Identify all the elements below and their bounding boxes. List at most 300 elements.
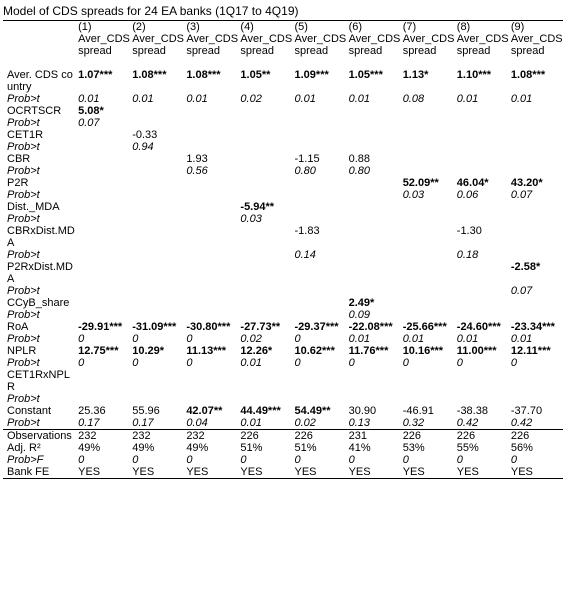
table-cell bbox=[76, 177, 130, 189]
table-cell: 0.88 bbox=[348, 153, 371, 165]
table-cell bbox=[184, 129, 238, 141]
column-number: (7) bbox=[401, 21, 455, 34]
table-cell: -27.73** bbox=[240, 321, 281, 333]
table-cell: YES bbox=[130, 466, 184, 479]
row-label: Prob>t bbox=[7, 357, 40, 369]
table-cell: 0.01 bbox=[78, 93, 100, 105]
table-cell bbox=[184, 297, 238, 309]
table-cell: 226 bbox=[293, 430, 347, 443]
table-cell: 0 bbox=[456, 357, 463, 369]
table-cell: 0.01 bbox=[456, 93, 479, 105]
table-cell bbox=[76, 261, 130, 285]
column-dependent-variable: Aver_CDS spread bbox=[78, 33, 130, 57]
table-cell: -23.34*** bbox=[510, 321, 555, 333]
table-cell bbox=[184, 225, 238, 249]
table-cell: 0.01 bbox=[510, 93, 533, 105]
table-cell: YES bbox=[347, 466, 401, 479]
table-cell bbox=[293, 393, 347, 405]
table-cell: -29.91*** bbox=[78, 321, 123, 333]
table-cell: 2.49* bbox=[348, 297, 375, 309]
table-cell: 0 bbox=[240, 454, 247, 466]
column-number: (3) bbox=[184, 21, 238, 34]
table-cell bbox=[509, 309, 563, 321]
row-label: Prob>t bbox=[7, 189, 40, 201]
table-cell bbox=[347, 117, 401, 129]
table-cell bbox=[455, 105, 509, 117]
table-cell bbox=[184, 189, 238, 201]
table-cell: 0 bbox=[186, 357, 193, 369]
table-cell bbox=[76, 369, 130, 393]
table-cell bbox=[238, 261, 292, 285]
table-cell: 56% bbox=[510, 442, 533, 454]
table-cell: 53% bbox=[402, 442, 425, 454]
row-label: Dist._MDA bbox=[7, 201, 60, 213]
table-cell bbox=[347, 189, 401, 201]
table-row bbox=[3, 189, 563, 201]
table-cell bbox=[130, 165, 184, 177]
row-label: Bank FE bbox=[3, 466, 76, 479]
table-cell: 0.01 bbox=[348, 93, 371, 105]
table-row bbox=[3, 141, 563, 153]
table-cell bbox=[130, 225, 184, 249]
table-cell: 55.96 bbox=[132, 405, 160, 417]
table-row bbox=[3, 105, 563, 117]
table-cell bbox=[347, 225, 401, 249]
table-cell bbox=[293, 297, 347, 309]
row-label: Prob>t bbox=[7, 285, 40, 297]
table-cell bbox=[347, 261, 401, 285]
row-label: CET1R bbox=[7, 129, 44, 141]
row-label: RoA bbox=[7, 321, 29, 333]
table-cell: 49% bbox=[186, 442, 209, 454]
table-cell: 0.01 bbox=[240, 357, 262, 369]
table-cell bbox=[509, 105, 563, 117]
table-cell bbox=[455, 297, 509, 309]
table-cell: 1.08*** bbox=[510, 69, 546, 81]
row-label: Prob>t bbox=[7, 333, 40, 345]
table-row bbox=[3, 345, 563, 357]
table-cell: 52.09** bbox=[402, 177, 439, 189]
table-cell bbox=[509, 141, 563, 153]
table-cell: 0 bbox=[78, 357, 85, 369]
column-dependent-variable: Aver_CDS spread bbox=[294, 33, 347, 57]
column-number: (9) bbox=[509, 21, 563, 34]
table-cell bbox=[130, 297, 184, 309]
table-cell bbox=[130, 249, 184, 261]
table-cell bbox=[130, 393, 184, 405]
table-cell: -2.58* bbox=[510, 261, 541, 273]
table-cell bbox=[293, 213, 347, 225]
row-label: OCRTSCR bbox=[7, 105, 62, 117]
table-cell bbox=[130, 189, 184, 201]
table-cell: 1.09*** bbox=[294, 69, 329, 81]
table-cell: 12.26* bbox=[240, 345, 273, 357]
column-dependent-variable: Aver_CDS spread bbox=[132, 33, 184, 57]
column-number: (8) bbox=[455, 21, 509, 34]
table-cell bbox=[238, 189, 292, 201]
table-cell bbox=[509, 165, 563, 177]
table-cell bbox=[401, 393, 455, 405]
table-row bbox=[3, 442, 563, 454]
column-number: (4) bbox=[238, 21, 292, 34]
table-cell: 1.13* bbox=[402, 69, 429, 81]
table-cell bbox=[293, 105, 347, 117]
table-cell bbox=[509, 225, 563, 249]
table-cell bbox=[509, 249, 563, 261]
table-cell: 12.11*** bbox=[510, 345, 551, 357]
table-row bbox=[3, 454, 563, 466]
row-label: CCyB_share bbox=[7, 297, 70, 309]
regression-table bbox=[3, 20, 563, 479]
table-cell: 1.05*** bbox=[348, 69, 383, 81]
table-row bbox=[3, 117, 563, 129]
table-cell bbox=[130, 213, 184, 225]
column-dependent-variable: Aver_CDS spread bbox=[348, 33, 401, 57]
table-cell: 54.49** bbox=[294, 405, 331, 417]
table-cell bbox=[509, 297, 563, 309]
table-cell: 226 bbox=[238, 430, 292, 443]
table-cell bbox=[184, 105, 238, 117]
table-cell bbox=[293, 177, 347, 189]
table-cell: 1.08*** bbox=[132, 69, 167, 81]
table-cell: 0 bbox=[186, 333, 193, 345]
table-cell: 0 bbox=[510, 357, 517, 369]
table-cell: 0.13 bbox=[348, 417, 371, 429]
table-cell bbox=[401, 285, 455, 297]
table-cell bbox=[293, 141, 347, 153]
table-cell: 0.01 bbox=[186, 93, 208, 105]
table-row bbox=[3, 129, 563, 141]
table-cell bbox=[76, 309, 130, 321]
column-dependent-variable: Aver_CDS spread bbox=[402, 33, 455, 57]
table-cell bbox=[130, 285, 184, 297]
table-cell: 0 bbox=[348, 357, 355, 369]
table-cell: -37.70 bbox=[510, 405, 543, 417]
table-row bbox=[3, 249, 563, 261]
table-row bbox=[3, 430, 563, 443]
row-label: Prob>t bbox=[7, 393, 40, 405]
table-cell bbox=[76, 213, 130, 225]
table-cell bbox=[76, 165, 130, 177]
table-cell: 0.07 bbox=[510, 285, 533, 297]
table-row bbox=[3, 393, 563, 405]
table-cell: 46.04* bbox=[456, 177, 489, 189]
table-cell bbox=[130, 153, 184, 165]
table-cell bbox=[401, 261, 455, 285]
table-cell: -29.37*** bbox=[294, 321, 339, 333]
table-cell: 11.76*** bbox=[348, 345, 389, 357]
table-cell: 0 bbox=[294, 454, 301, 466]
table-cell bbox=[347, 249, 401, 261]
table-cell bbox=[130, 105, 184, 117]
table-cell bbox=[184, 201, 238, 213]
table-cell: -30.80*** bbox=[186, 321, 231, 333]
table-cell: 0.07 bbox=[510, 189, 533, 201]
table-cell bbox=[238, 369, 292, 393]
table-cell: 0 bbox=[78, 333, 85, 345]
table-cell: 1.93 bbox=[186, 153, 208, 165]
table-cell: YES bbox=[509, 466, 563, 479]
column-number: (5) bbox=[293, 21, 347, 34]
table-cell bbox=[76, 129, 130, 141]
table-cell: 1.08*** bbox=[186, 69, 221, 81]
table-cell bbox=[347, 285, 401, 297]
table-cell: YES bbox=[293, 466, 347, 479]
table-cell bbox=[130, 261, 184, 285]
table-cell: -24.60*** bbox=[456, 321, 501, 333]
column-number: (2) bbox=[130, 21, 184, 34]
table-cell: 0.02 bbox=[294, 417, 316, 429]
table-row bbox=[3, 357, 563, 369]
table-cell: 0.80 bbox=[294, 165, 316, 177]
table-cell bbox=[238, 165, 292, 177]
table-cell: 49% bbox=[132, 442, 155, 454]
table-cell: 0.42 bbox=[456, 417, 479, 429]
column-dependent-variable: Aver_CDS spread bbox=[240, 33, 293, 57]
table-cell bbox=[455, 117, 509, 129]
table-cell: 232 bbox=[76, 430, 130, 443]
table-cell: -1.83 bbox=[294, 225, 320, 237]
table-cell bbox=[238, 177, 292, 189]
table-cell bbox=[455, 393, 509, 405]
row-label: Prob>t bbox=[7, 117, 40, 129]
row-label: Adj. R² bbox=[7, 442, 41, 454]
table-cell bbox=[238, 309, 292, 321]
table-cell: 0 bbox=[348, 454, 355, 466]
row-label: Prob>F bbox=[7, 454, 44, 466]
table-cell bbox=[347, 369, 401, 393]
table-cell: -31.09*** bbox=[132, 321, 177, 333]
table-cell: 0 bbox=[186, 454, 193, 466]
table-cell: 0 bbox=[402, 357, 409, 369]
table-cell bbox=[401, 165, 455, 177]
table-cell bbox=[347, 201, 401, 213]
table-cell: 0.01 bbox=[510, 333, 533, 345]
table-cell bbox=[401, 297, 455, 309]
table-cell bbox=[184, 177, 238, 189]
table-cell: 0.80 bbox=[348, 165, 371, 177]
table-cell bbox=[184, 309, 238, 321]
table-cell: 0 bbox=[456, 454, 463, 466]
table-cell: 0 bbox=[132, 454, 139, 466]
table-cell: 0.32 bbox=[402, 417, 425, 429]
table-cell bbox=[76, 201, 130, 213]
table-row bbox=[3, 309, 563, 321]
table-cell bbox=[293, 261, 347, 285]
table-cell bbox=[455, 129, 509, 141]
table-cell bbox=[401, 117, 455, 129]
table-cell: 0.17 bbox=[78, 417, 100, 429]
table-cell: 0.08 bbox=[402, 93, 425, 105]
row-label: Observations bbox=[3, 430, 76, 443]
table-cell: 10.62*** bbox=[294, 345, 335, 357]
table-cell: 0.07 bbox=[78, 117, 100, 129]
table-cell bbox=[184, 285, 238, 297]
table-cell: 41% bbox=[348, 442, 371, 454]
table-cell: 232 bbox=[130, 430, 184, 443]
table-cell bbox=[401, 105, 455, 117]
table-cell bbox=[238, 105, 292, 117]
column-dependent-variable: Aver_CDS spread bbox=[186, 33, 239, 57]
row-label: NPLR bbox=[7, 345, 37, 357]
table-cell: 51% bbox=[240, 442, 263, 454]
table-cell: 10.16*** bbox=[402, 345, 444, 357]
row-label: Prob>t bbox=[7, 249, 40, 261]
table-cell: 0.01 bbox=[456, 333, 479, 345]
table-cell bbox=[76, 153, 130, 165]
table-cell bbox=[130, 177, 184, 189]
table-cell: YES bbox=[184, 466, 238, 479]
table-cell bbox=[293, 309, 347, 321]
table-cell: 226 bbox=[455, 430, 509, 443]
table-cell bbox=[347, 105, 401, 117]
table-cell bbox=[76, 393, 130, 405]
table-cell bbox=[184, 249, 238, 261]
row-label: Prob>t bbox=[7, 93, 40, 105]
table-row bbox=[3, 225, 563, 249]
table-cell: 0.03 bbox=[402, 189, 425, 201]
table-cell: -25.66*** bbox=[402, 321, 447, 333]
table-title: Model of CDS spreads for 24 EA banks (1Q17 to 4Q19) bbox=[3, 4, 299, 18]
row-label: Prob>t bbox=[7, 141, 40, 153]
table-row bbox=[3, 153, 563, 165]
table-cell: 0 bbox=[132, 357, 139, 369]
table-cell: 0.01 bbox=[402, 333, 425, 345]
table-cell bbox=[130, 309, 184, 321]
row-label: Constant bbox=[7, 405, 52, 417]
table-cell: 0 bbox=[78, 454, 85, 466]
table-row bbox=[3, 417, 563, 430]
table-cell: 1.05** bbox=[240, 69, 271, 81]
row-label: CBRxDist.MDA bbox=[7, 225, 75, 249]
table-cell: 1.07*** bbox=[78, 69, 113, 81]
table-cell bbox=[293, 189, 347, 201]
table-cell: -1.15 bbox=[294, 153, 320, 165]
table-cell bbox=[76, 189, 130, 201]
table-cell bbox=[509, 213, 563, 225]
table-cell: -5.94** bbox=[240, 201, 275, 213]
table-cell: YES bbox=[238, 466, 292, 479]
table-cell: 11.13*** bbox=[186, 345, 227, 357]
table-cell: -0.33 bbox=[132, 129, 158, 141]
table-cell bbox=[509, 393, 563, 405]
table-cell bbox=[401, 369, 455, 393]
table-cell: -1.30 bbox=[456, 225, 482, 237]
table-cell bbox=[455, 309, 509, 321]
table-cell bbox=[76, 249, 130, 261]
table-cell bbox=[76, 225, 130, 249]
table-row bbox=[3, 201, 563, 213]
table-row bbox=[3, 177, 563, 189]
table-cell: 232 bbox=[184, 430, 238, 443]
table-cell: 0.17 bbox=[132, 417, 154, 429]
row-label: Prob>t bbox=[7, 309, 40, 321]
table-cell bbox=[509, 369, 563, 393]
table-cell: 0.09 bbox=[348, 309, 371, 321]
table-cell: 43.20* bbox=[510, 177, 543, 189]
table-cell: 0.14 bbox=[294, 249, 316, 261]
table-cell: 0 bbox=[294, 357, 301, 369]
table-cell bbox=[238, 153, 292, 165]
table-cell: 226 bbox=[401, 430, 455, 443]
table-cell bbox=[293, 285, 347, 297]
table-cell bbox=[401, 201, 455, 213]
table-cell bbox=[238, 225, 292, 249]
table-cell: 49% bbox=[78, 442, 101, 454]
table-cell: 25.36 bbox=[78, 405, 106, 417]
table-cell bbox=[509, 129, 563, 141]
table-cell bbox=[238, 393, 292, 405]
table-cell bbox=[293, 117, 347, 129]
table-cell: 30.90 bbox=[348, 405, 377, 417]
table-cell bbox=[401, 213, 455, 225]
table-cell bbox=[401, 141, 455, 153]
table-cell bbox=[76, 285, 130, 297]
table-cell: 10.29* bbox=[132, 345, 165, 357]
table-cell: 12.75*** bbox=[78, 345, 119, 357]
table-cell: 0.94 bbox=[132, 141, 154, 153]
table-cell: 226 bbox=[509, 430, 563, 443]
table-row bbox=[3, 93, 563, 105]
row-label: P2RxDist.MDA bbox=[7, 261, 74, 285]
table-row bbox=[3, 466, 563, 479]
table-cell: 0.03 bbox=[240, 213, 262, 225]
table-cell bbox=[401, 225, 455, 249]
table-cell: 0.04 bbox=[186, 417, 208, 429]
table-row bbox=[3, 165, 563, 177]
table-cell bbox=[455, 141, 509, 153]
table-cell: 55% bbox=[456, 442, 479, 454]
table-cell bbox=[293, 369, 347, 393]
table-cell bbox=[184, 261, 238, 285]
table-cell: 0.56 bbox=[186, 165, 208, 177]
column-number: (6) bbox=[347, 21, 401, 34]
table-row bbox=[3, 297, 563, 309]
table-cell: 0 bbox=[132, 333, 139, 345]
row-label: Prob>t bbox=[7, 213, 40, 225]
table-cell bbox=[347, 213, 401, 225]
column-number: (1) bbox=[76, 21, 130, 34]
table-cell bbox=[130, 117, 184, 129]
table-header bbox=[3, 21, 563, 70]
table-cell bbox=[184, 213, 238, 225]
table-cell: -38.38 bbox=[456, 405, 488, 417]
table-cell bbox=[293, 201, 347, 213]
table-cell: YES bbox=[455, 466, 509, 479]
table-cell bbox=[455, 285, 509, 297]
table-cell bbox=[455, 153, 509, 165]
table-row bbox=[3, 285, 563, 297]
table-cell bbox=[509, 153, 563, 165]
table-row bbox=[3, 261, 563, 285]
row-label: P2R bbox=[7, 177, 29, 189]
header-corner bbox=[3, 21, 76, 34]
table-cell bbox=[347, 393, 401, 405]
table-cell bbox=[455, 261, 509, 285]
table-cell: YES bbox=[76, 466, 130, 479]
table-cell bbox=[455, 165, 509, 177]
table-cell: 1.10*** bbox=[456, 69, 492, 81]
table-cell bbox=[401, 129, 455, 141]
table-cell bbox=[238, 285, 292, 297]
table-cell bbox=[509, 117, 563, 129]
table-cell: 0 bbox=[510, 454, 517, 466]
table-cell: 44.49*** bbox=[240, 405, 281, 417]
table-cell: -46.91 bbox=[402, 405, 434, 417]
table-cell bbox=[238, 117, 292, 129]
row-label: Prob>t bbox=[7, 165, 40, 177]
table-cell: 0.01 bbox=[240, 417, 262, 429]
